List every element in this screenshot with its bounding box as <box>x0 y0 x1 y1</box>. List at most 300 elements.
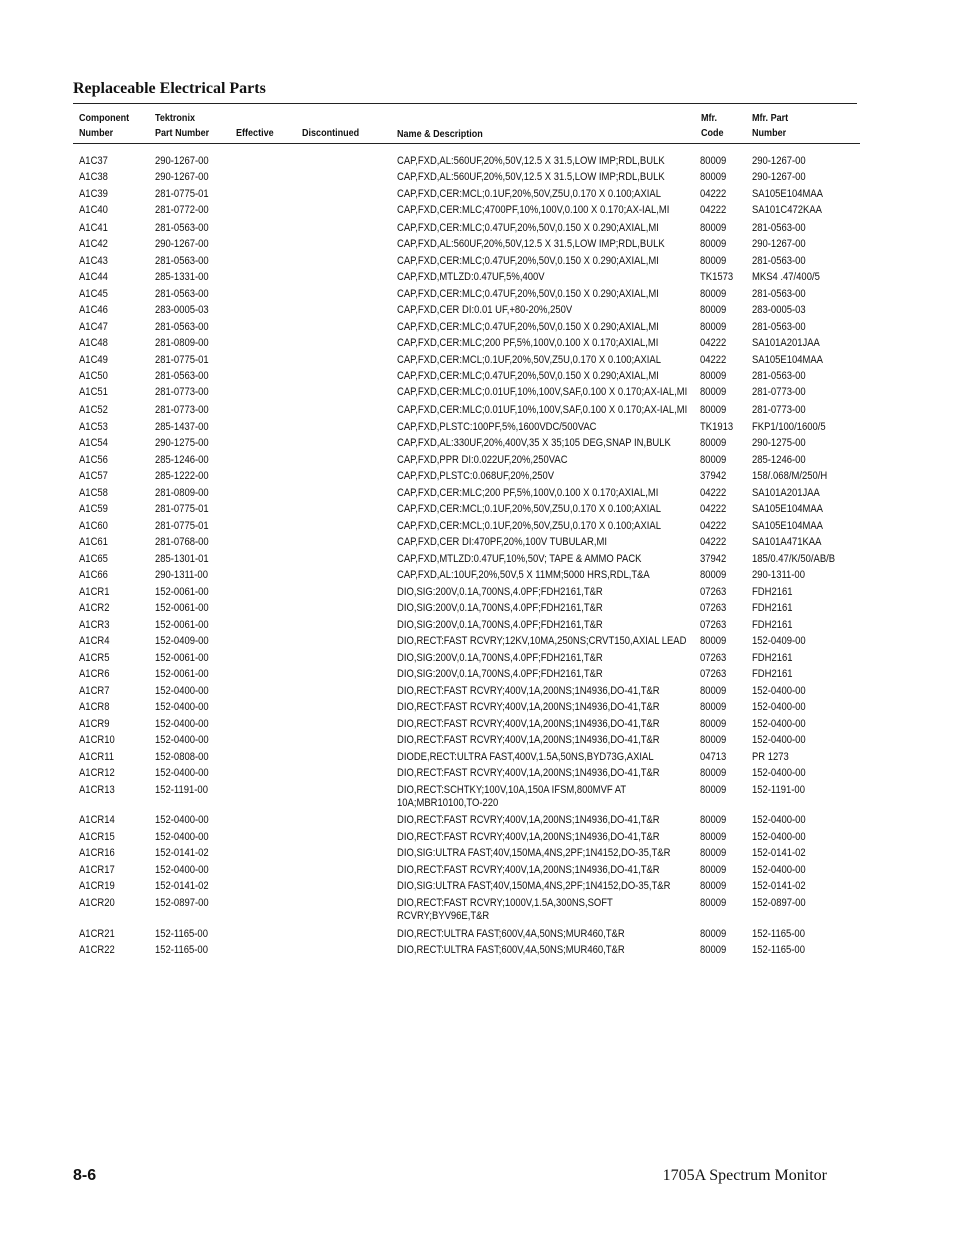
mfr-part-number <box>752 155 814 169</box>
mfr-code-text: 80009 <box>700 943 727 956</box>
tektronix-part-number <box>155 354 217 368</box>
tektronix-part-number <box>155 370 217 384</box>
col-header-line: Number <box>79 127 114 139</box>
mfr-code-text: 04713 <box>700 750 727 763</box>
tektronix-part-number-text: 152-0400-00 <box>155 863 209 876</box>
table-row <box>0 321 954 335</box>
name-description <box>397 155 697 169</box>
name-description-text: CAP,FXD,CER:MLC;0.01UF,10%,100V,SAF,0.100 X 0.170;AX-IAL,MI <box>397 403 688 416</box>
mfr-part-number <box>752 222 814 236</box>
tektronix-part-number-text: 281-0563-00 <box>155 221 209 234</box>
name-description <box>397 569 697 583</box>
tektronix-part-number-text: 285-1301-01 <box>155 552 209 565</box>
mfr-part-number-text: SA101A201JAA <box>752 337 820 350</box>
mfr-part-number-text: 285-1246-00 <box>752 453 806 466</box>
tektronix-part-number-text: 152-1165-00 <box>155 927 208 940</box>
mfr-part-number <box>752 864 814 878</box>
tektronix-part-number <box>155 944 217 958</box>
table-row <box>0 602 954 616</box>
mfr-code-text: 80009 <box>700 635 727 648</box>
mfr-part-number-text: FDH2161 <box>752 668 793 681</box>
tektronix-part-number <box>155 288 217 302</box>
tektronix-part-number-text: 152-0061-00 <box>155 602 209 615</box>
tektronix-part-number-text: 152-0061-00 <box>155 651 209 664</box>
component-number-text: A1C65 <box>79 552 108 565</box>
component-number <box>79 784 121 798</box>
name-description <box>397 831 697 845</box>
component-number <box>79 814 121 828</box>
col-header-line: Code <box>701 127 724 139</box>
component-number-text: A1C60 <box>79 519 108 532</box>
mfr-code-text: 80009 <box>700 221 727 234</box>
mfr-part-number-text: SA101C472KAA <box>752 204 822 217</box>
table-row <box>0 734 954 748</box>
name-description <box>397 847 697 861</box>
mfr-code-text: TK1913 <box>700 420 734 433</box>
mfr-code <box>700 204 731 218</box>
component-number <box>79 847 121 861</box>
tektronix-part-number <box>155 864 217 878</box>
mfr-part-number-text: 152-0141-02 <box>752 880 806 893</box>
component-number-text: A1C50 <box>79 370 108 382</box>
tektronix-part-number-text: 285-1222-00 <box>155 470 209 483</box>
tektronix-part-number <box>155 880 217 894</box>
mfr-part-number-text: SA105E104MAA <box>752 519 824 532</box>
name-description <box>397 520 697 534</box>
mfr-code <box>700 569 731 583</box>
tektronix-part-number <box>155 569 217 583</box>
mfr-code-text: 37942 <box>700 470 727 483</box>
mfr-part-number-text: FKP1/100/1600/5 <box>752 420 826 433</box>
table-row <box>0 586 954 600</box>
tektronix-part-number <box>155 718 217 732</box>
component-number-text: A1CR3 <box>79 618 110 631</box>
component-number <box>79 734 121 748</box>
col-header-discontinued <box>302 126 359 141</box>
mfr-code <box>700 652 731 666</box>
component-number <box>79 831 121 845</box>
name-description-text: CAP,FXD,AL:560UF,20%,50V,12.5 X 31.5,LOW IMP;RDL,BULK <box>397 238 665 251</box>
mfr-part-number <box>752 668 799 682</box>
name-description-text: DIO,RECT:FAST RCVRY;400V,1A,200NS;1N4936,DO-41,T&R <box>397 684 660 697</box>
tektronix-part-number <box>155 204 217 218</box>
name-description-text: CAP,FXD,CER DI:470PF,20%,100V TUBULAR,MI <box>397 536 607 549</box>
table-row <box>0 304 954 318</box>
component-number-text: A1C59 <box>79 503 108 516</box>
mfr-code <box>700 831 731 845</box>
tektronix-part-number-text: 152-0400-00 <box>155 684 209 697</box>
tektronix-part-number-text: 152-0061-00 <box>155 618 209 631</box>
name-description-text: DIO,RECT:FAST RCVRY;400V,1A,200NS;1N4936,DO-41,T&R <box>397 863 660 876</box>
tektronix-part-number-text: 290-1267-00 <box>155 155 209 167</box>
tektronix-part-number-text: 152-0400-00 <box>155 830 209 843</box>
name-description-text: CAP,FXD,PLSTC:100PF,5%,1600VDC/500VAC <box>397 420 597 433</box>
tektronix-part-number-text: 152-0061-00 <box>155 668 209 681</box>
col-header-line: Part Number <box>155 127 210 139</box>
tektronix-part-number-text: 152-1165-00 <box>155 943 208 956</box>
component-number <box>79 701 114 715</box>
name-description-text: DIO,RECT:ULTRA FAST;600V,4A,50NS;MUR460,T&R <box>397 927 625 940</box>
tektronix-part-number-text: 281-0775-01 <box>155 503 209 516</box>
mfr-part-number <box>752 520 835 534</box>
mfr-code <box>700 944 731 958</box>
tektronix-part-number <box>155 734 217 748</box>
name-description-text: DIO,RECT:FAST RCVRY;400V,1A,200NS;1N4936,DO-41,T&R <box>397 734 660 747</box>
mfr-part-number-text: 281-0773-00 <box>752 403 806 416</box>
name-description <box>397 928 697 942</box>
mfr-part-number <box>752 386 814 400</box>
component-number <box>79 271 113 285</box>
name-description <box>397 238 697 252</box>
component-number <box>79 204 113 218</box>
tektronix-part-number-text: 152-0400-00 <box>155 734 209 747</box>
name-description <box>397 553 697 567</box>
mfr-part-number <box>752 831 814 845</box>
mfr-part-number-text: 283-0005-03 <box>752 304 806 317</box>
mfr-part-number <box>752 928 814 942</box>
component-number <box>79 171 113 185</box>
component-number-text: A1CR21 <box>79 927 115 940</box>
tektronix-part-number <box>155 171 217 185</box>
name-description-text: CAP,FXD,MTLZD:0.47UF,5%,400V <box>397 271 545 284</box>
name-description-text: DIO,SIG:ULTRA FAST;40V,150MA,4NS,2PF;1N4152,DO-35,T&R <box>397 880 671 893</box>
tektronix-part-number-text: 281-0775-01 <box>155 187 209 200</box>
tektronix-part-number-text: 281-0768-00 <box>155 536 209 549</box>
component-number-text: A1C58 <box>79 486 108 499</box>
table-row <box>0 255 954 269</box>
table-row <box>0 880 954 894</box>
mfr-part-number <box>752 602 799 616</box>
tektronix-part-number-text: 281-0563-00 <box>155 320 209 333</box>
component-number <box>79 155 113 169</box>
name-description-text: DIO,RECT:FAST RCVRY;400V,1A,200NS;1N4936,DO-41,T&R <box>397 830 660 843</box>
col-header-line: Discontinued <box>302 127 360 139</box>
name-description <box>397 718 697 732</box>
component-number-text: A1CR7 <box>79 684 110 697</box>
tektronix-part-number <box>155 188 217 202</box>
name-description-text: CAP,FXD,PPR DI:0.022UF,20%,250VAC <box>397 453 568 466</box>
name-description <box>397 668 697 682</box>
component-number-text: A1CR12 <box>79 767 115 780</box>
mfr-code <box>700 928 731 942</box>
mfr-part-number-text: 152-0409-00 <box>752 635 806 648</box>
mfr-part-number-text: SA101A471KAA <box>752 536 822 549</box>
mfr-part-number-text: FDH2161 <box>752 651 793 664</box>
mfr-code <box>700 222 731 236</box>
mfr-code <box>700 454 731 468</box>
tektronix-part-number <box>155 404 217 418</box>
table-row <box>0 569 954 583</box>
table-row <box>0 685 954 699</box>
mfr-part-number <box>752 635 814 649</box>
mfr-part-number <box>752 437 814 451</box>
mfr-part-number-text: 152-0400-00 <box>752 814 806 827</box>
tektronix-part-number <box>155 255 217 269</box>
tektronix-part-number <box>155 304 217 318</box>
name-description <box>397 337 697 351</box>
top-rule <box>73 103 857 104</box>
mfr-code-text: 04222 <box>700 503 727 516</box>
component-number-text: A1C66 <box>79 569 108 582</box>
table-row <box>0 553 954 567</box>
component-number <box>79 520 113 534</box>
table-row <box>0 503 954 517</box>
table-row <box>0 421 954 435</box>
name-description <box>397 386 697 400</box>
mfr-code-text: 80009 <box>700 927 727 940</box>
table-row <box>0 928 954 942</box>
tektronix-part-number <box>155 271 217 285</box>
mfr-code-text: 04222 <box>700 353 727 366</box>
mfr-code <box>700 619 731 633</box>
col-header-line: Mfr. Part <box>752 112 789 124</box>
col-header-mfr-code <box>701 111 724 141</box>
tektronix-part-number-text: 281-0809-00 <box>155 486 209 499</box>
mfr-part-number-text: 290-1267-00 <box>752 238 806 251</box>
mfr-part-number-text: SA105E104MAA <box>752 353 824 366</box>
mfr-part-number <box>752 255 814 269</box>
name-description-text: CAP,FXD,AL:10UF,20%,50V,5 X 11MM;5000 HRS,RDL,T&A <box>397 569 650 582</box>
mfr-code-text: 07263 <box>700 602 727 615</box>
table-row <box>0 188 954 202</box>
name-description <box>397 354 697 368</box>
component-number <box>79 635 114 649</box>
mfr-code-text: 04222 <box>700 337 727 350</box>
component-number <box>79 652 114 666</box>
mfr-part-number <box>752 171 814 185</box>
name-description <box>397 503 697 517</box>
component-number-text: A1CR8 <box>79 701 110 714</box>
tektronix-part-number-text: 281-0563-00 <box>155 287 209 300</box>
tektronix-part-number-text: 281-0563-00 <box>155 254 209 267</box>
name-description <box>397 288 697 302</box>
mfr-part-number <box>752 847 814 861</box>
mfr-code <box>700 421 739 435</box>
table-row <box>0 386 954 400</box>
name-description-text: DIO,SIG:200V,0.1A,700NS,4.0PF;FDH2161,T&R <box>397 668 603 681</box>
tektronix-part-number <box>155 520 217 534</box>
component-number-text: A1CR19 <box>79 880 115 893</box>
mfr-part-number <box>752 784 814 798</box>
name-description-text: CAP,FXD,CER:MCL;0.1UF,20%,50V,Z5U,0.170 X 0.100;AXIAL <box>397 187 661 200</box>
component-number <box>79 602 114 616</box>
name-description <box>397 751 697 765</box>
product-title: 1705A Spectrum Monitor <box>662 1167 827 1184</box>
component-number <box>79 304 113 318</box>
component-number <box>79 536 113 550</box>
component-number-text: A1C53 <box>79 420 108 433</box>
mfr-code-text: 04222 <box>700 204 727 217</box>
mfr-code <box>700 751 731 765</box>
mfr-code-text: 07263 <box>700 585 727 598</box>
table-row <box>0 668 954 682</box>
mfr-code <box>700 487 731 501</box>
tektronix-part-number <box>155 586 217 600</box>
component-number-text: A1CR14 <box>79 814 115 827</box>
tektronix-part-number-text: 152-0409-00 <box>155 635 209 648</box>
name-description-text: DIO,RECT:FAST RCVRY;400V,1A,200NS;1N4936,DO-41,T&R <box>397 767 660 780</box>
mfr-part-number-text: 281-0563-00 <box>752 320 806 333</box>
mfr-part-number-text: 290-1267-00 <box>752 155 806 167</box>
tektronix-part-number <box>155 421 217 435</box>
name-description <box>397 437 697 451</box>
component-number-text: A1C40 <box>79 204 108 217</box>
mfr-code-text: 80009 <box>700 814 727 827</box>
name-description-text: CAP,FXD,CER:MLC;4700PF,10%,100V,0.100 X 0.170;AX-IAL,MI <box>397 204 670 217</box>
tektronix-part-number-text: 281-0775-01 <box>155 353 209 366</box>
component-number <box>79 897 121 911</box>
mfr-part-number <box>752 652 799 666</box>
table-row <box>0 470 954 484</box>
tektronix-part-number <box>155 155 217 169</box>
mfr-part-number <box>752 188 835 202</box>
name-description-text: CAP,FXD,CER:MCL;0.1UF,20%,50V,Z5U,0.170 X 0.100;AXIAL <box>397 353 661 366</box>
tektronix-part-number <box>155 897 217 911</box>
component-number-text: A1CR17 <box>79 863 115 876</box>
mfr-part-number-text: 152-0400-00 <box>752 684 806 697</box>
mfr-part-number <box>752 354 835 368</box>
name-description <box>397 944 697 958</box>
tektronix-part-number-text: 281-0773-00 <box>155 386 209 399</box>
name-description-text: DIO,RECT:ULTRA FAST;600V,4A,50NS;MUR460,T&R <box>397 943 625 956</box>
mfr-code-text: 04222 <box>700 519 727 532</box>
mfr-code-text: 07263 <box>700 651 727 664</box>
name-description <box>397 602 697 616</box>
tektronix-part-number-text: 152-0400-00 <box>155 717 209 730</box>
tektronix-part-number-text: 152-0141-02 <box>155 880 209 893</box>
tektronix-part-number-text: 290-1275-00 <box>155 437 209 450</box>
mfr-part-number <box>752 586 799 600</box>
mfr-part-number-text: PR 1273 <box>752 750 789 763</box>
mfr-part-number <box>752 944 814 958</box>
component-number-text: A1C37 <box>79 155 108 167</box>
name-description-text: CAP,FXD,AL:330UF,20%,400V,35 X 35;105 DEG,SNAP IN,BULK <box>397 437 671 450</box>
component-number-text: A1CR6 <box>79 668 110 681</box>
table-row <box>0 619 954 633</box>
mfr-part-number-text: 281-0563-00 <box>752 254 806 267</box>
name-description <box>397 701 697 715</box>
component-number-text: A1CR4 <box>79 635 110 648</box>
name-description <box>397 321 697 335</box>
table-row <box>0 831 954 845</box>
mfr-part-number <box>752 421 838 435</box>
mfr-part-number-text: 152-0400-00 <box>752 830 806 843</box>
mfr-code <box>700 321 731 335</box>
col-header-line: Tektronix <box>155 112 195 124</box>
col-header-line: Name & Description <box>397 128 483 140</box>
mfr-part-number-text: 152-0897-00 <box>752 896 806 909</box>
mfr-code-text: 37942 <box>700 552 727 565</box>
col-header-line: Number <box>752 127 787 139</box>
tektronix-part-number <box>155 470 217 484</box>
name-description <box>397 767 697 781</box>
tektronix-part-number <box>155 619 217 633</box>
name-description <box>397 421 697 435</box>
name-description-text: CAP,FXD,AL:560UF,20%,50V,12.5 X 31.5,LOW IMP;RDL,BULK <box>397 155 665 167</box>
name-description-text: CAP,FXD,CER:MLC;0.47UF,20%,50V,0.150 X 0.290;AXIAL,MI <box>397 370 659 382</box>
table-row <box>0 271 954 285</box>
name-description-text: CAP,FXD,CER:MLC;0.47UF,20%,50V,0.150 X 0.290;AXIAL,MI <box>397 221 659 234</box>
tektronix-part-number-text: 283-0005-03 <box>155 304 209 317</box>
page-number: 8-6 <box>73 1167 97 1184</box>
mfr-code-text: 80009 <box>700 767 727 780</box>
name-description <box>397 255 697 269</box>
tektronix-part-number <box>155 814 217 828</box>
mfr-part-number <box>752 767 814 781</box>
mfr-part-number-text: 290-1275-00 <box>752 437 806 450</box>
name-description-text: DIODE,RECT:ULTRA FAST,400V,1.5A,50NS,BYD73G,AXIAL <box>397 750 654 763</box>
tektronix-part-number <box>155 685 217 699</box>
mfr-part-number <box>752 404 814 418</box>
component-number-text: A1C48 <box>79 337 108 350</box>
tektronix-part-number-text: 285-1246-00 <box>155 453 209 466</box>
mfr-part-number <box>752 619 799 633</box>
component-number-text: A1CR20 <box>79 896 115 909</box>
tektronix-part-number-text: 281-0809-00 <box>155 337 209 350</box>
mfr-code-text: 80009 <box>700 238 727 251</box>
table-row <box>0 847 954 861</box>
mfr-part-number-text: 152-1165-00 <box>752 943 805 956</box>
mfr-part-number-text: 152-0400-00 <box>752 863 806 876</box>
mfr-part-number-text: 152-0400-00 <box>752 767 806 780</box>
component-number-text: A1CR10 <box>79 734 115 747</box>
name-description <box>397 784 697 811</box>
name-description-text: DIO,RECT:SCHTKY;100V,10A,150A IFSM,800MVF AT 10A;MBR10100,TO-220 <box>397 783 626 810</box>
mfr-part-number <box>752 271 831 285</box>
table-row <box>0 718 954 732</box>
name-description <box>397 222 697 236</box>
component-number <box>79 337 113 351</box>
col-header-effective <box>236 126 274 141</box>
mfr-code <box>700 784 731 798</box>
table-row <box>0 520 954 534</box>
mfr-part-number-text: 281-0563-00 <box>752 221 806 234</box>
mfr-part-number-text: 152-1165-00 <box>752 927 805 940</box>
component-number-text: A1CR9 <box>79 717 110 730</box>
name-description-text: DIO,RECT:FAST RCVRY;400V,1A,200NS;1N4936,DO-41,T&R <box>397 701 660 714</box>
mfr-code <box>700 847 731 861</box>
tektronix-part-number <box>155 337 217 351</box>
mfr-code <box>700 271 739 285</box>
component-number-text: A1C54 <box>79 437 108 450</box>
component-number <box>79 503 113 517</box>
mfr-code <box>700 602 731 616</box>
component-number <box>79 404 113 418</box>
mfr-code-text: 80009 <box>700 717 727 730</box>
name-description-text: CAP,FXD,CER DI:0.01 UF,+80-20%,250V <box>397 304 573 317</box>
component-number <box>79 437 113 451</box>
name-description <box>397 487 697 501</box>
mfr-code-text: 80009 <box>700 701 727 714</box>
mfr-code-text: 80009 <box>700 684 727 697</box>
tektronix-part-number <box>155 767 217 781</box>
name-description-text: CAP,FXD,CER:MCL;0.1UF,20%,50V,Z5U,0.170 X 0.100;AXIAL <box>397 519 661 532</box>
mfr-code-text: 80009 <box>700 880 727 893</box>
name-description <box>397 204 697 218</box>
component-number <box>79 487 113 501</box>
component-number-text: A1CR2 <box>79 602 110 615</box>
tektronix-part-number <box>155 321 217 335</box>
component-number <box>79 864 121 878</box>
name-description-text: DIO,SIG:200V,0.1A,700NS,4.0PF;FDH2161,T&R <box>397 618 603 631</box>
mfr-code-text: 80009 <box>700 734 727 747</box>
mfr-code-text: 80009 <box>700 287 727 300</box>
table-row <box>0 652 954 666</box>
mfr-part-number-text: FDH2161 <box>752 585 793 598</box>
mfr-code <box>700 337 731 351</box>
mfr-code <box>700 814 731 828</box>
table-row <box>0 897 954 924</box>
